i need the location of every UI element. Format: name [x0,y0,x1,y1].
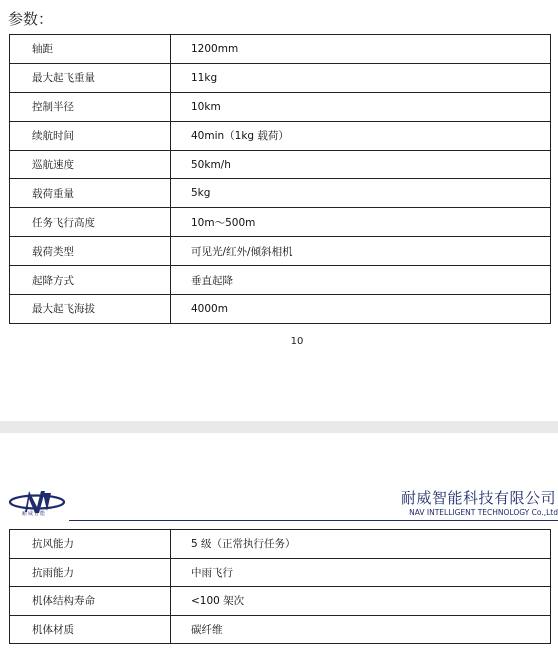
company-logo [7,485,67,525]
row-value: 50km/h [171,150,551,179]
header-rule [69,520,558,521]
table-row [10,208,551,237]
page-bottom [0,433,558,652]
table-row [10,266,551,295]
row-value: 11kg [171,63,551,92]
table-row [10,35,551,64]
spec-table [9,34,551,324]
row-label: 控制半径 [10,92,171,121]
row-label: 起降方式 [10,266,171,295]
row-value: 可见光/红外/倾斜相机 [171,237,551,266]
row-value: 垂直起降 [171,266,551,295]
row-value: 中雨飞行 [171,558,551,587]
page-separator [0,421,558,433]
table-row [10,587,551,616]
row-label: 任务飞行高度 [10,208,171,237]
table-row [10,63,551,92]
company-name-en: NAV INTELLIGENT TECHNOLOGY Co.,Ltd [409,508,558,517]
row-label: 机体结构寿命 [10,587,171,616]
logo-caption: 耐威智能 [22,511,47,517]
table-row [10,530,551,559]
row-value: 10km [171,92,551,121]
row-value: 5 级（正常执行任务） [171,530,551,559]
row-label: 载荷重量 [10,179,171,208]
table-row [10,615,551,644]
page-number: 10 [290,336,304,347]
row-value: 10m～500m [171,208,551,237]
row-value: 1200mm [171,35,551,64]
table-row [10,237,551,266]
table-row [10,558,551,587]
section-title: 参数： [8,10,54,28]
row-label: 最大起飞重量 [10,63,171,92]
table-row [10,179,551,208]
table-row [10,121,551,150]
row-label: 抗雨能力 [10,558,171,587]
row-label: 最大起飞海拔 [10,295,171,324]
company-name-cn: 耐威智能科技有限公司 [400,489,556,507]
table-row [10,295,551,324]
table-row [10,150,551,179]
spec-table-continued [9,529,551,644]
row-label: 机体材质 [10,615,171,644]
row-label: 续航时间 [10,121,171,150]
row-label: 巡航速度 [10,150,171,179]
row-value: <100 架次 [171,587,551,616]
row-label: 载荷类型 [10,237,171,266]
row-label: 抗风能力 [10,530,171,559]
row-value: 碳纤维 [171,615,551,644]
row-value: 4000m [171,295,551,324]
row-value: 5kg [171,179,551,208]
row-label: 轴距 [10,35,171,64]
table-row [10,92,551,121]
row-value: 40min（1kg 载荷） [171,121,551,150]
